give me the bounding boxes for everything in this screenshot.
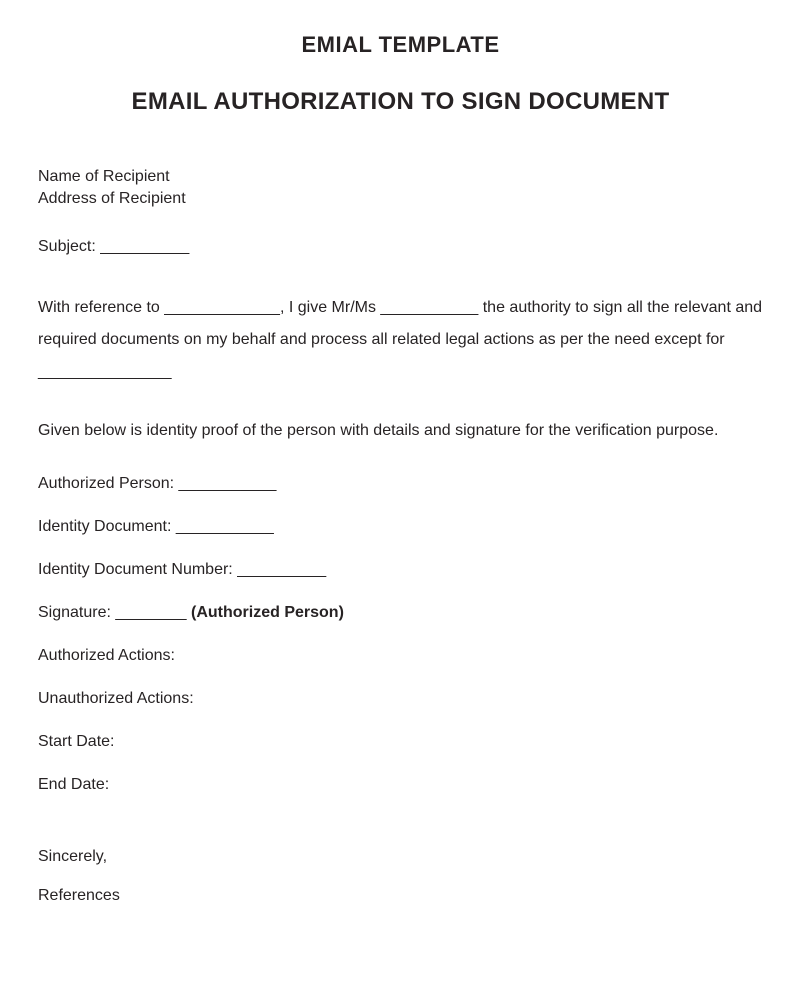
recipient-address-line: Address of Recipient: [38, 190, 186, 207]
field-authorized-person: Authorized Person: ___________: [38, 475, 277, 492]
field-authorized-actions: Authorized Actions:: [38, 647, 175, 664]
signature-authorized-person-note: (Authorized Person): [191, 604, 344, 621]
template-kicker-title: EMIAL TEMPLATE: [301, 32, 500, 57]
fields-section: [38, 473, 763, 796]
field-identity-document: Identity Document: ___________: [38, 518, 274, 535]
field-end-date: End Date:: [38, 776, 110, 793]
field-unauthorized-actions: Unauthorized Actions:: [38, 690, 194, 707]
recipient-block: [38, 166, 763, 210]
signature-label: Signature: ________: [38, 604, 192, 621]
closing-block: [38, 837, 763, 915]
subject-line: Subject: __________: [38, 238, 190, 255]
field-start-date: Start Date:: [38, 733, 115, 750]
closing-signoff: Sincerely,: [38, 848, 108, 865]
field-identity-document-number: Identity Document Number: __________: [38, 561, 327, 578]
field-signature: [38, 602, 763, 624]
closing-references: References: [38, 887, 120, 904]
authority-paragraph: With reference to _____________, I give Mr/Ms ___________ the authority to sign all the relevant and required documents on my behalf and process all related legal actions as per the need except for _______________: [38, 299, 763, 380]
identity-proof-paragraph: Given below is identity proof of the person with details and signature for the verification purpose.: [38, 422, 719, 439]
document-title: EMAIL AUTHORIZATION TO SIGN DOCUMENT: [131, 88, 670, 115]
recipient-name-line: Name of Recipient: [38, 168, 170, 185]
